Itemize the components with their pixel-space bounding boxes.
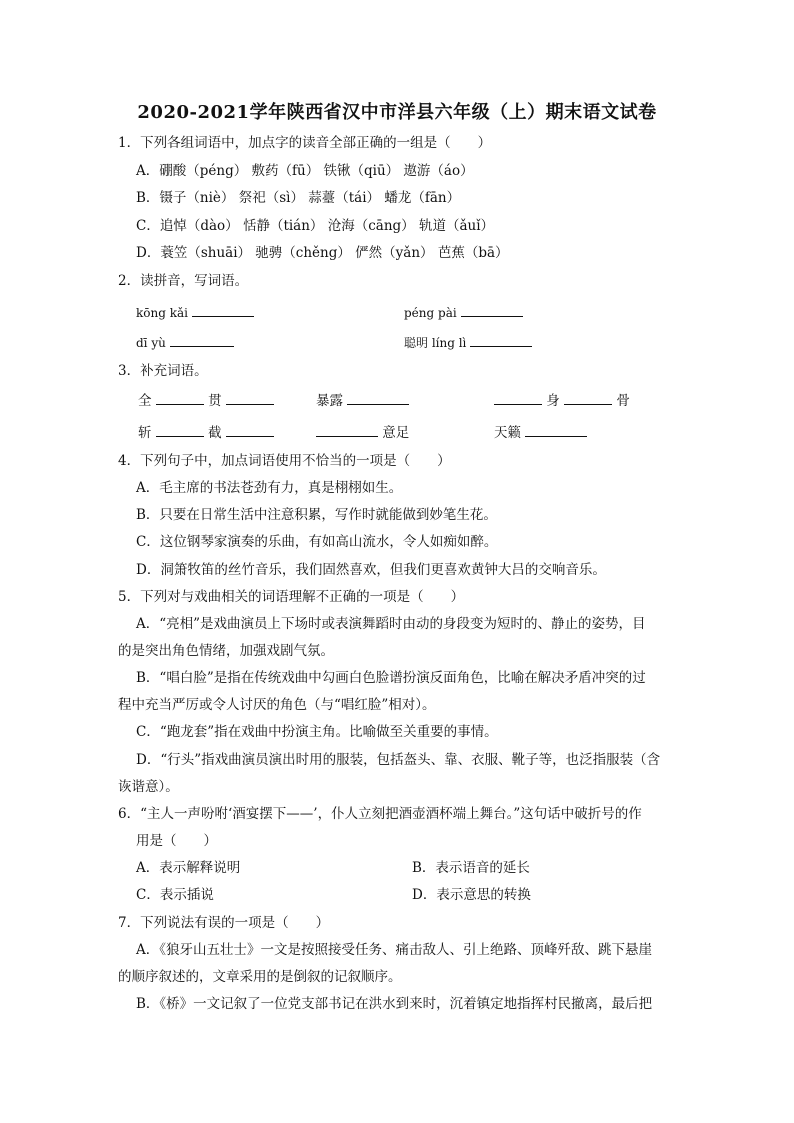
q3-blank[interactable]	[156, 390, 204, 405]
q4-option-a: A．毛主席的书法苍劲有力，真是栩栩如生。	[136, 480, 403, 496]
q6-option-b: B．表示语音的延长	[412, 860, 530, 876]
q2-blank-4[interactable]	[470, 332, 532, 347]
q3-blank[interactable]	[347, 390, 409, 405]
q3-item-2	[316, 390, 409, 411]
q6-option-d: D．表示意思的转换	[412, 887, 531, 903]
q1-option-a: A．硼酸（péng） 敷药（fū） 铁锹（qiū） 遨游（áo）	[136, 163, 474, 179]
q5-option-b-cont: 程中充当严厉或令人讨厌的角色（与“唱红脸”相对）。	[118, 697, 436, 713]
q3-item-1	[138, 390, 274, 411]
q5-option-d: D．“行头”指戏曲演员演出时用的服装，包括盔头、靠、衣服、靴子等，也泛指服装（含	[136, 752, 661, 768]
q7-option-b: B．《桥》一文记叙了一位党支部书记在洪水到来时，沉着镇定地指挥村民撤离，最后把	[136, 996, 653, 1012]
q1-option-c: C．追悼（dào） 恬静（tián） 沧海（cāng） 轨道（ǎuǐ）	[136, 218, 495, 234]
q3-stem: 3．补充词语。	[118, 363, 208, 379]
q2-pinyin-3: dī yù	[136, 336, 166, 350]
q2-stem: 2．读拼音，写词语。	[118, 273, 249, 289]
q5-option-a-cont: 的是突出角色情绪，加强戏剧气氛。	[118, 643, 334, 659]
q3-char: 骨	[616, 393, 630, 409]
q3-item-4	[138, 422, 274, 443]
q4-stem: 4．下列句子中，加点词语使用不恰当的一项是（ ）	[118, 453, 451, 469]
q2-blank-3[interactable]	[170, 332, 234, 347]
q1-option-d: D．蓑笠（shuāi） 驰骋（chěng） 俨然（yǎn） 芭蕉（bā）	[136, 245, 509, 261]
q3-word: 意足	[382, 425, 410, 441]
q3-item-6	[494, 422, 587, 443]
q4-option-d: D．洞箫牧笛的丝竹音乐，我们固然喜欢，但我们更喜欢黄钟大吕的交响音乐。	[136, 562, 606, 578]
q4-option-b: B．只要在日常生活中注意积累，写作时就能做到妙笔生花。	[136, 507, 497, 523]
q3-blank[interactable]	[156, 422, 204, 437]
q2-pinyin-2: péng pài	[404, 306, 457, 320]
q5-option-b: B．“唱白脸”是指在传统戏曲中勾画白色脸谱扮演反面角色，比喻在解决矛盾冲突的过	[136, 670, 646, 686]
q3-blank[interactable]	[226, 422, 274, 437]
q5-stem: 5．下列对与戏曲相关的词语理解不正确的一项是（ ）	[118, 589, 465, 605]
q7-option-a: A．《狼牙山五壮士》一文是按照接受任务、痛击敌人、引上绝路、顶峰歼敌、跳下悬崖	[136, 942, 652, 958]
q2-item-4	[404, 332, 532, 353]
q6-stem: 6．“主人一声吩咐‘酒宴摆下——’，仆人立刻把酒壶酒杯端上舞台。”这句话中破折号的作	[118, 806, 642, 822]
q3-blank[interactable]	[494, 390, 542, 405]
q3-word: 暴露	[316, 393, 343, 409]
q3-blank[interactable]	[564, 390, 612, 405]
q6-stem-cont: 用是（ ）	[136, 833, 217, 849]
q2-pinyin-1: kōng kǎi	[136, 306, 188, 320]
q2-item-1	[136, 302, 254, 323]
q7-stem: 7．下列说法有误的一项是（ ）	[118, 915, 330, 931]
q3-item-5	[316, 422, 409, 443]
q2-item-2	[404, 302, 523, 323]
q3-blank[interactable]	[316, 422, 378, 437]
q7-option-a-cont: 的顺序叙述的，文章采用的是倒叙的记叙顺序。	[118, 969, 402, 985]
q3-char: 截	[208, 425, 222, 441]
q5-option-a: A．“亮相”是戏曲演员上下场时或表演舞蹈时由动的身段变为短时的、静止的姿势，目	[136, 616, 646, 632]
q3-word: 天籁	[494, 425, 521, 441]
q1-stem: 1．下列各组词语中，加点字的读音全部正确的一组是（ ）	[118, 135, 492, 151]
q4-option-c: C．这位钢琴家演奏的乐曲，有如高山流水，令人如痴如醉。	[136, 534, 498, 550]
q2-blank-1[interactable]	[192, 302, 254, 317]
q3-char: 贯	[208, 393, 222, 409]
q2-pinyin-4: 聪明 líng lì	[404, 336, 467, 350]
q3-item-3	[494, 390, 630, 411]
q6-option-c: C．表示插说	[136, 887, 214, 903]
q3-blank[interactable]	[226, 390, 274, 405]
q2-item-3	[136, 332, 234, 353]
q5-option-d-cont: 诙谐意）。	[118, 779, 179, 795]
q2-blank-2[interactable]	[461, 302, 523, 317]
q3-char: 全	[138, 393, 152, 409]
exam-title: 2020-2021学年陕西省汉中市洋县六年级（上）期末语文试卷	[137, 102, 657, 123]
q1-option-b: B．镊子（niè） 祭祀（sì） 蒜薹（tái） 蟠龙（fān）	[136, 190, 461, 206]
q3-char: 斩	[138, 425, 152, 441]
q3-blank[interactable]	[525, 422, 587, 437]
q3-char: 身	[546, 393, 560, 409]
q6-option-a: A．表示解释说明	[136, 860, 241, 876]
q5-option-c: C．“跑龙套”指在戏曲中扮演主角。比喻做至关重要的事情。	[136, 724, 498, 740]
